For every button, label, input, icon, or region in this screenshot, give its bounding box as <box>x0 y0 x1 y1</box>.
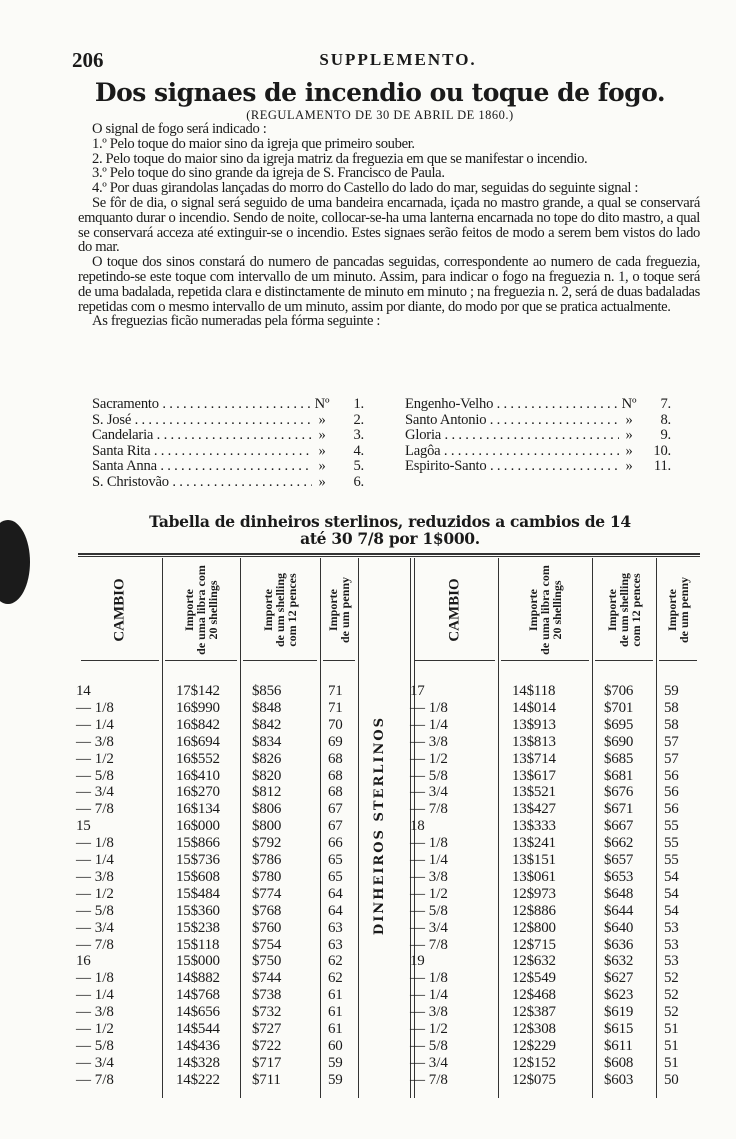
parish-name: Engenho-Velho . . . <box>405 397 619 413</box>
libra-cell: 12$468 <box>512 987 556 1004</box>
parish-row <box>92 444 364 460</box>
shelling-cell: $695 <box>604 716 634 733</box>
libra-cell: 13$521 <box>512 784 556 801</box>
penny-cell: 67 <box>328 818 343 835</box>
parish-name: Espirito-Santo . . . <box>405 459 619 475</box>
cambio-cell: — 7/8 <box>410 801 448 818</box>
header-rule <box>415 660 495 661</box>
cambio-cell: — 3/8 <box>76 868 114 885</box>
parish-name: Santa Anna . . . <box>92 459 312 475</box>
ink-blot <box>0 520 30 604</box>
parish-number: 11. <box>639 459 671 475</box>
parish-row <box>92 413 364 429</box>
penny-cell: 56 <box>664 801 679 818</box>
libra-cell: 12$229 <box>512 1037 556 1054</box>
libra-cell: 12$886 <box>512 902 556 919</box>
penny-cell: 61 <box>328 987 343 1004</box>
penny-cell: 57 <box>664 750 679 767</box>
paragraph: 4.º Por duas girandolas lançadas do morro do Castello do lado do mar, seguidas do seguinte signal : <box>92 180 639 197</box>
parish-mark: » <box>619 459 639 475</box>
cambio-cell: — 7/8 <box>76 1071 114 1088</box>
libra-cell: 12$973 <box>512 885 556 902</box>
cambio-cell: — 3/4 <box>76 784 114 801</box>
cambio-cell: — 3/8 <box>410 733 448 750</box>
parish-row <box>92 475 364 491</box>
libra-cell: 14$014 <box>512 699 556 716</box>
shelling-cell: $685 <box>604 750 634 767</box>
penny-cell: 65 <box>328 868 343 885</box>
libra-cell: 13$714 <box>512 750 556 767</box>
libra-cell: 17$142 <box>176 683 220 699</box>
libra-cell: 16$410 <box>176 767 220 784</box>
parish-name: S. José . . . <box>92 413 312 429</box>
libra-cell: 12$387 <box>512 1004 556 1021</box>
cambio-cell: — 7/8 <box>76 936 114 953</box>
header-rule <box>81 660 159 661</box>
cambio-cell: 18 <box>410 818 425 835</box>
header-libra-text: Importe de uma libra com 20 shellings <box>182 565 221 655</box>
parish-name: Santa Rita . . . <box>92 444 312 460</box>
header-rule <box>323 660 355 661</box>
shelling-cell: $644 <box>604 902 634 919</box>
libra-cell: 14$222 <box>176 1071 220 1088</box>
penny-cell: 51 <box>664 1037 679 1054</box>
parish-name: S. Christovão . . . <box>92 475 312 491</box>
penny-cell: 68 <box>328 767 343 784</box>
shelling-cell: $676 <box>604 784 634 801</box>
penny-cell: 65 <box>328 852 343 868</box>
libra-cell: 12$715 <box>512 936 556 953</box>
libra-cell: 14$882 <box>176 970 220 987</box>
penny-cell: 63 <box>328 936 343 953</box>
header-penny <box>320 560 358 660</box>
libra-cell: 16$000 <box>176 818 220 835</box>
penny-cell: 50 <box>664 1071 679 1088</box>
shelling-cell: $608 <box>604 1054 634 1071</box>
libra-cell: 13$813 <box>512 733 556 750</box>
penny-cell: 66 <box>328 835 343 852</box>
cambio-cell: — 3/4 <box>410 919 448 936</box>
header-rule <box>243 660 317 661</box>
penny-cell: 61 <box>328 1004 343 1021</box>
header-cambio-text: CAMBIO <box>112 578 128 642</box>
shelling-cell: $701 <box>604 699 634 716</box>
header-penny-text: Importe de um penny <box>326 576 352 644</box>
penny-cell: 55 <box>664 818 679 835</box>
header-rule <box>659 660 697 661</box>
libra-cell: 15$866 <box>176 835 220 852</box>
shelling-cell: $792 <box>252 835 282 852</box>
penny-cell: 62 <box>328 970 343 987</box>
parish-number: 5. <box>332 459 364 475</box>
cambio-cell: — 5/8 <box>410 1037 448 1054</box>
shelling-cell: $681 <box>604 767 634 784</box>
penny-cell: 68 <box>328 750 343 767</box>
header-rule <box>165 660 237 661</box>
table-top-rule <box>78 556 700 557</box>
parish-number: 9. <box>639 428 671 444</box>
parish-row <box>405 444 671 460</box>
middle-label <box>360 690 400 960</box>
cambio-cell: — 3/4 <box>410 1054 448 1071</box>
penny-cell: 59 <box>328 1071 343 1088</box>
header-rule <box>501 660 589 661</box>
shelling-cell: $657 <box>604 852 634 868</box>
penny-cell: 53 <box>664 953 679 970</box>
cambio-cell: — 3/4 <box>76 1054 114 1071</box>
libra-cell: 12$549 <box>512 970 556 987</box>
penny-cell: 64 <box>328 902 343 919</box>
parish-mark: » <box>619 444 639 460</box>
penny-cell: 71 <box>328 683 343 699</box>
libra-cell: 14$544 <box>176 1021 220 1037</box>
cambio-cell: — 7/8 <box>410 1071 448 1088</box>
header-shelling-text: Importe de um shelling com 12 pences <box>605 572 644 648</box>
parish-mark: » <box>312 459 332 475</box>
shelling-cell: $806 <box>252 801 282 818</box>
section-body <box>78 122 700 329</box>
parish-list-right <box>405 397 671 475</box>
shelling-cell: $856 <box>252 683 282 699</box>
cambio-cell: — 5/8 <box>410 767 448 784</box>
libra-cell: 16$842 <box>176 716 220 733</box>
penny-cell: 56 <box>664 784 679 801</box>
libra-cell: 15$736 <box>176 852 220 868</box>
shelling-cell: $603 <box>604 1071 634 1088</box>
shelling-cell: $636 <box>604 936 634 953</box>
parish-row <box>405 397 671 413</box>
header-libra <box>498 560 592 660</box>
libra-cell: 14$436 <box>176 1037 220 1054</box>
libra-cell: 15$000 <box>176 953 220 970</box>
cambio-cell: — 1/2 <box>76 750 114 767</box>
cambio-cell: — 1/4 <box>410 987 448 1004</box>
header-libra-text: Importe de uma libra com 20 shellings <box>525 565 564 655</box>
parish-row <box>92 428 364 444</box>
cambio-cell: — 7/8 <box>410 936 448 953</box>
penny-cell: 55 <box>664 835 679 852</box>
shelling-cell: $653 <box>604 868 634 885</box>
penny-cell: 57 <box>664 733 679 750</box>
shelling-cell: $732 <box>252 1004 282 1021</box>
parish-row <box>405 459 671 475</box>
parish-number: 1. <box>332 397 364 413</box>
shelling-cell: $786 <box>252 852 282 868</box>
parish-row <box>405 428 671 444</box>
penny-cell: 70 <box>328 716 343 733</box>
libra-cell: 12$632 <box>512 953 556 970</box>
shelling-cell: $774 <box>252 885 282 902</box>
libra-cell: 15$484 <box>176 885 220 902</box>
shelling-cell: $615 <box>604 1021 634 1037</box>
parish-mark: » <box>312 475 332 491</box>
cambio-cell: 17 <box>410 683 425 699</box>
parish-name: Sacramento . . . <box>92 397 312 413</box>
cambio-cell: — 1/2 <box>410 750 448 767</box>
paragraph: O signal de fogo será indicado : <box>92 121 267 137</box>
paragraph: As freguezias ficão numeradas pela fórma seguinte : <box>92 313 381 330</box>
shelling-cell: $722 <box>252 1037 282 1054</box>
penny-cell: 59 <box>328 1054 343 1071</box>
parish-mark: » <box>312 413 332 429</box>
page-number: 206 <box>72 48 104 72</box>
penny-cell: 69 <box>328 733 343 750</box>
table-title-line: até 30 7/8 por 1$000. <box>300 529 480 548</box>
section-title: Dos signaes de incendio ou toque de fogo. <box>94 78 666 107</box>
penny-cell: 54 <box>664 885 679 902</box>
cambio-cell: — 1/8 <box>76 835 114 852</box>
libra-cell: 13$151 <box>512 852 556 868</box>
penny-cell: 54 <box>664 868 679 885</box>
middle-label-text: DINHEIROS STERLINOS <box>372 715 388 935</box>
libra-cell: 13$333 <box>512 818 556 835</box>
cambio-cell: 16 <box>76 953 91 970</box>
libra-cell: 15$238 <box>176 919 220 936</box>
header-cambio <box>412 560 498 660</box>
parish-row <box>92 459 364 475</box>
parish-name: Gloria . . . <box>405 428 619 444</box>
header-penny <box>656 560 700 660</box>
libra-cell: 13$241 <box>512 835 556 852</box>
libra-cell: 12$308 <box>512 1021 556 1037</box>
parish-mark: » <box>619 428 639 444</box>
section-subtitle: (REGULAMENTO DE 30 DE ABRIL DE 1860.) <box>246 108 514 122</box>
penny-cell: 59 <box>664 683 679 699</box>
parish-number: 6. <box>332 475 364 491</box>
penny-cell: 55 <box>664 852 679 868</box>
shelling-cell: $671 <box>604 801 634 818</box>
cambio-cell: — 1/4 <box>76 852 114 868</box>
cambio-cell: — 3/8 <box>410 868 448 885</box>
penny-cell: 58 <box>664 699 679 716</box>
cambio-cell: — 3/4 <box>410 784 448 801</box>
penny-cell: 51 <box>664 1021 679 1037</box>
parish-name: Candelaria . . . <box>92 428 312 444</box>
cambio-cell: — 1/8 <box>410 970 448 987</box>
parish-mark: » <box>312 428 332 444</box>
libra-cell: 15$360 <box>176 902 220 919</box>
shelling-cell: $768 <box>252 902 282 919</box>
penny-cell: 52 <box>664 987 679 1004</box>
header-penny-text: Importe de um penny <box>665 576 691 644</box>
cambio-cell: — 1/2 <box>76 885 114 902</box>
penny-cell: 68 <box>328 784 343 801</box>
libra-cell: 16$270 <box>176 784 220 801</box>
shelling-cell: $717 <box>252 1054 282 1071</box>
shelling-cell: $648 <box>604 885 634 902</box>
shelling-cell: $750 <box>252 953 282 970</box>
parish-mark: » <box>619 413 639 429</box>
cambio-cell: — 5/8 <box>76 767 114 784</box>
shelling-cell: $627 <box>604 970 634 987</box>
shelling-cell: $662 <box>604 835 634 852</box>
penny-cell: 67 <box>328 801 343 818</box>
shelling-cell: $834 <box>252 733 282 750</box>
parish-name: Santo Antonio . . . <box>405 413 619 429</box>
cambio-cell: — 3/8 <box>76 1004 114 1021</box>
header-shelling <box>592 560 656 660</box>
penny-cell: 53 <box>664 919 679 936</box>
libra-cell: 14$118 <box>512 683 556 699</box>
shelling-cell: $611 <box>604 1037 633 1054</box>
parish-number: 8. <box>639 413 671 429</box>
penny-cell: 63 <box>328 919 343 936</box>
cambio-cell: — 1/4 <box>76 716 114 733</box>
cambio-cell: — 1/8 <box>76 970 114 987</box>
penny-cell: 52 <box>664 1004 679 1021</box>
penny-cell: 53 <box>664 936 679 953</box>
penny-cell: 62 <box>328 953 343 970</box>
parish-mark: » <box>312 444 332 460</box>
shelling-cell: $744 <box>252 970 282 987</box>
header-libra <box>162 560 240 660</box>
column-divider <box>358 558 359 1098</box>
cambio-cell: — 1/4 <box>76 987 114 1004</box>
paragraph: O toque dos sinos constará do numero de pancadas seguidas, correspondente ao numero de cada freguezia, repetindo-se este toque com intervallo de um minuto. Assim, para indicar o fogo na freguezia n. 1, o toque será de uma badalada, repetida clara e distinctamente de minuto em minuto ; na freguezia n. 2, será de duas badaladas repetidas com o mesmo intervallo de um minuto, assim por diante, do modo por que se pratica actualmente. <box>78 254 700 315</box>
libra-cell: 16$134 <box>176 801 220 818</box>
penny-cell: 71 <box>328 699 343 716</box>
header-cambio-text: CAMBIO <box>447 578 463 642</box>
paragraph: 1.º Pelo toque do maior sino da igreja que primeiro souber. <box>92 135 415 152</box>
cambio-cell: — 3/8 <box>76 733 114 750</box>
shelling-cell: $826 <box>252 750 282 767</box>
cambio-cell: — 1/2 <box>410 1021 448 1037</box>
libra-cell: 14$328 <box>176 1054 220 1071</box>
cambio-cell: — 5/8 <box>76 902 114 919</box>
cambio-cell: 19 <box>410 953 425 970</box>
cambio-cell: — 1/8 <box>410 835 448 852</box>
header-shelling-text: Importe de um shelling com 12 pences <box>260 572 299 648</box>
cambio-cell: — 1/8 <box>76 699 114 716</box>
shelling-cell: $727 <box>252 1021 282 1037</box>
libra-cell: 16$694 <box>176 733 220 750</box>
parish-name: Lagôa . . . <box>405 444 619 460</box>
paragraph: 2. Pelo toque do maior sino da igreja matriz da freguezia em que se manifestar o incendio. <box>92 150 588 167</box>
libra-cell: 15$608 <box>176 868 220 885</box>
libra-cell: 13$617 <box>512 767 556 784</box>
penny-cell: 52 <box>664 970 679 987</box>
shelling-cell: $690 <box>604 733 634 750</box>
cambio-cell: — 1/4 <box>410 716 448 733</box>
shelling-cell: $738 <box>252 987 282 1004</box>
penny-cell: 51 <box>664 1054 679 1071</box>
penny-cell: 54 <box>664 902 679 919</box>
paragraph: Se fôr de dia, o signal será seguido de uma bandeira encarnada, içada no mastro grande, a qual se conservará emquanto durar o incendio. Sendo de noite, collocar-se-ha uma lanterna encarnada no tope do dito mastro, a qual se conservará acceza até extinguir-se o incendio. Estes signaes serão feitos de modo a serem bem vistos do lado do mar. <box>78 194 700 256</box>
libra-cell: 16$990 <box>176 699 220 716</box>
shelling-cell: $820 <box>252 767 282 784</box>
parish-number: 10. <box>639 444 671 460</box>
cambio-cell: — 1/4 <box>410 852 448 868</box>
shelling-cell: $848 <box>252 699 282 716</box>
shelling-cell: $632 <box>604 953 634 970</box>
parish-row <box>92 397 364 413</box>
libra-cell: 16$552 <box>176 750 220 767</box>
penny-cell: 58 <box>664 716 679 733</box>
libra-cell: 12$075 <box>512 1071 556 1088</box>
libra-cell: 14$768 <box>176 987 220 1004</box>
cambio-cell: — 1/2 <box>76 1021 114 1037</box>
running-title: SUPPLEMENTO. <box>319 50 477 69</box>
penny-cell: 60 <box>328 1037 343 1054</box>
header-cambio <box>78 560 162 660</box>
parish-list-left <box>92 397 364 490</box>
parish-number: 2. <box>332 413 364 429</box>
parish-number: 4. <box>332 444 364 460</box>
penny-cell: 61 <box>328 1021 343 1037</box>
penny-cell: 64 <box>328 885 343 902</box>
cambio-cell: — 5/8 <box>76 1037 114 1054</box>
cambio-cell: — 1/8 <box>410 699 448 716</box>
libra-cell: 14$656 <box>176 1004 220 1021</box>
parish-mark: Nº <box>312 397 332 413</box>
shelling-cell: $619 <box>604 1004 634 1021</box>
parish-number: 3. <box>332 428 364 444</box>
table-title-line: Tabella de dinheiros sterlinos, reduzidos a cambios de 14 <box>149 512 631 531</box>
libra-cell: 13$061 <box>512 868 556 885</box>
shelling-cell: $711 <box>252 1071 281 1088</box>
cambio-cell: — 1/2 <box>410 885 448 902</box>
header-rule <box>595 660 653 661</box>
shelling-cell: $754 <box>252 936 282 953</box>
libra-cell: 12$800 <box>512 919 556 936</box>
shelling-cell: $780 <box>252 868 282 885</box>
cambio-cell: — 7/8 <box>76 801 114 818</box>
libra-cell: 13$913 <box>512 716 556 733</box>
shelling-cell: $842 <box>252 716 282 733</box>
table-title <box>80 513 700 547</box>
header-shelling <box>240 560 320 660</box>
shelling-cell: $706 <box>604 683 634 699</box>
shelling-cell: $760 <box>252 919 282 936</box>
cambio-cell: — 5/8 <box>410 902 448 919</box>
cambio-cell: 15 <box>76 818 91 835</box>
shelling-cell: $623 <box>604 987 634 1004</box>
parish-row <box>405 413 671 429</box>
shelling-cell: $800 <box>252 818 282 835</box>
shelling-cell: $812 <box>252 784 282 801</box>
libra-cell: 13$427 <box>512 801 556 818</box>
shelling-cell: $640 <box>604 919 634 936</box>
cambio-cell: — 3/8 <box>410 1004 448 1021</box>
cambio-cell: — 3/4 <box>76 919 114 936</box>
paragraph: 3.º Pelo toque do sino grande da igreja de S. Francisco de Paula. <box>92 165 445 182</box>
cambio-cell: 14 <box>76 683 91 699</box>
parish-number: 7. <box>639 397 671 413</box>
parish-mark: Nº <box>619 397 639 413</box>
shelling-cell: $667 <box>604 818 634 835</box>
table-top-rule <box>78 553 700 555</box>
libra-cell: 15$118 <box>176 936 220 953</box>
penny-cell: 56 <box>664 767 679 784</box>
libra-cell: 12$152 <box>512 1054 556 1071</box>
